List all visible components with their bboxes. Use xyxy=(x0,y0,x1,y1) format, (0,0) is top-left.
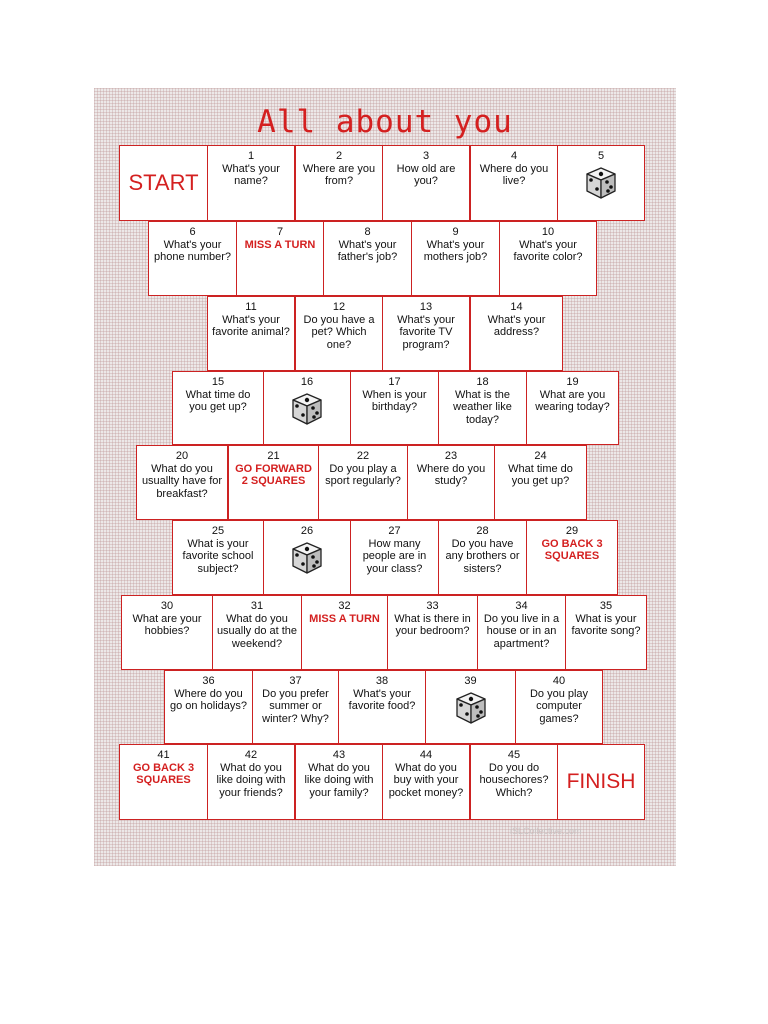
board-square-40 xyxy=(515,670,603,744)
square-number: 45 xyxy=(507,749,521,761)
board-square-4 xyxy=(470,145,558,221)
square-number: 10 xyxy=(541,226,555,238)
square-number: 28 xyxy=(476,525,489,537)
square-question: What do you like doing with your family? xyxy=(304,761,374,799)
square-question: Where do you go on holidays? xyxy=(169,687,248,712)
square-number: 22 xyxy=(356,450,370,462)
board-square-18 xyxy=(438,371,527,445)
board-square-10 xyxy=(499,221,597,296)
board-square-27 xyxy=(350,520,439,595)
square-question: What do you usuallty have for breakfast? xyxy=(141,462,223,500)
board-square-2 xyxy=(295,145,383,221)
square-number: 23 xyxy=(444,450,458,462)
board-square-29 xyxy=(526,520,618,595)
square-number: 31 xyxy=(250,600,264,612)
square-question: What time do you get up? xyxy=(185,388,251,413)
square-question: Where do you live? xyxy=(479,162,549,187)
board-square-30 xyxy=(121,595,213,670)
board-square-44 xyxy=(382,744,470,820)
board-square-3 xyxy=(382,145,470,221)
board-square-38 xyxy=(338,670,426,744)
square-question: When is your birthday? xyxy=(362,388,427,413)
square-number: 21 xyxy=(267,450,280,462)
square-number: 38 xyxy=(375,675,389,687)
square-question: How old are you? xyxy=(396,162,456,187)
finish-square xyxy=(557,744,645,820)
square-number: 40 xyxy=(552,675,566,687)
square-number: 43 xyxy=(332,749,346,761)
square-question: What do you buy with your pocket money? xyxy=(388,761,464,799)
square-question: What are you wearing today? xyxy=(535,388,610,413)
board-square-24 xyxy=(494,445,587,520)
square-number: 36 xyxy=(202,675,215,687)
square-question: What's your name? xyxy=(222,162,280,187)
square-number: 6 xyxy=(189,226,196,238)
square-number: 35 xyxy=(599,600,613,612)
square-question: What's your father's job? xyxy=(337,238,398,263)
square-question: Do you have any brothers or sisters? xyxy=(445,537,520,575)
dice-icon xyxy=(581,162,621,202)
square-number: 7 xyxy=(276,226,284,238)
square-number: 8 xyxy=(364,226,371,238)
square-number: 26 xyxy=(300,525,314,537)
square-number: 14 xyxy=(510,301,523,313)
square-number: 12 xyxy=(332,301,346,313)
board-square-43 xyxy=(295,744,383,820)
board-square-17 xyxy=(350,371,439,445)
board-square-14 xyxy=(470,296,563,371)
square-number: 27 xyxy=(388,525,401,537)
square-number: 33 xyxy=(426,600,439,612)
square-question: Do you prefer summer or winter? Why? xyxy=(262,687,329,725)
board-square-19 xyxy=(526,371,619,445)
square-number: 41 xyxy=(157,749,170,761)
board-square-33 xyxy=(387,595,478,670)
board-square-36 xyxy=(164,670,253,744)
board-square-1 xyxy=(207,145,295,221)
square-number: 1 xyxy=(247,150,255,162)
board-square-45 xyxy=(470,744,558,820)
square-question: How many people are in your class? xyxy=(362,537,427,575)
square-question: Do you play computer games? xyxy=(529,687,589,725)
square-question: What's your favorite TV program? xyxy=(397,313,455,351)
square-question: What's your address? xyxy=(487,313,546,338)
board-square-35 xyxy=(565,595,647,670)
board-square-11 xyxy=(207,296,295,371)
dice-icon xyxy=(287,388,327,428)
square-number: 5 xyxy=(597,150,605,162)
board-square-21 xyxy=(228,445,319,520)
square-question: Where do you study? xyxy=(416,462,486,487)
square-question: Do you live in a house or in an apartment? xyxy=(483,612,560,650)
square-number: 44 xyxy=(419,749,433,761)
board-square-12 xyxy=(295,296,383,371)
square-question: Do you play a sport regularly? xyxy=(325,462,401,487)
square-number: 15 xyxy=(211,376,225,388)
square-question: What's your favorite animal? xyxy=(212,313,290,338)
board-square-5 xyxy=(557,145,645,221)
board-square-42 xyxy=(207,744,295,820)
board-square-9 xyxy=(411,221,500,296)
board-square-16 xyxy=(263,371,351,445)
square-question: Do you have a pet? Which one? xyxy=(303,313,375,351)
square-question: Where are you from? xyxy=(302,162,376,187)
square-question: What do you like doing with your friends? xyxy=(216,761,286,799)
square-number: 29 xyxy=(565,525,579,537)
square-number: 39 xyxy=(464,675,477,687)
square-number: 24 xyxy=(534,450,547,462)
square-question: Do you do housechores? Which? xyxy=(479,761,549,799)
board-square-31 xyxy=(212,595,302,670)
square-number: 20 xyxy=(175,450,189,462)
square-number: 25 xyxy=(211,525,225,537)
square-instruction: GO BACK 3 SQUARES xyxy=(541,537,603,562)
dice-icon xyxy=(287,537,327,577)
watermark: iSLCollective.com xyxy=(510,826,582,836)
board-square-6 xyxy=(148,221,237,296)
board-square-25 xyxy=(172,520,264,595)
square-question: What's your favorite food? xyxy=(348,687,416,712)
square-instruction: GO BACK 3 SQUARES xyxy=(132,761,195,786)
board-square-32 xyxy=(301,595,388,670)
square-number: 34 xyxy=(515,600,528,612)
square-question: What's your mothers job? xyxy=(423,238,488,263)
square-number: 16 xyxy=(300,376,314,388)
square-number: 2 xyxy=(335,150,343,162)
square-number: 13 xyxy=(419,301,433,313)
board-square-13 xyxy=(382,296,470,371)
board-square-8 xyxy=(323,221,412,296)
finish-label: FINISH xyxy=(566,769,636,793)
square-number: 4 xyxy=(510,150,518,162)
dice-icon xyxy=(451,687,491,727)
square-number: 19 xyxy=(566,376,579,388)
square-number: 37 xyxy=(289,675,302,687)
square-question: What is there in your bedroom? xyxy=(394,612,471,637)
board-square-39 xyxy=(425,670,516,744)
board-square-37 xyxy=(252,670,339,744)
board-square-23 xyxy=(407,445,495,520)
board-square-20 xyxy=(136,445,228,520)
square-question: What time do you get up? xyxy=(508,462,573,487)
start-square xyxy=(119,145,208,221)
square-question: What is your favorite school subject? xyxy=(182,537,254,575)
square-question: What's your phone number? xyxy=(153,238,232,263)
board-square-28 xyxy=(438,520,527,595)
square-number: 32 xyxy=(338,600,351,612)
square-question: What is your favorite song? xyxy=(571,612,641,637)
square-instruction: MISS A TURN xyxy=(244,238,316,251)
square-instruction: GO FORWARD 2 SQUARES xyxy=(235,462,312,487)
board-square-26 xyxy=(263,520,351,595)
square-question: What is the weather like today? xyxy=(453,388,512,426)
start-label: START xyxy=(128,169,199,195)
board-square-7 xyxy=(236,221,324,296)
board-square-22 xyxy=(318,445,408,520)
square-number: 30 xyxy=(160,600,174,612)
square-instruction: MISS A TURN xyxy=(309,612,380,625)
square-number: 18 xyxy=(476,376,489,388)
square-question: What do you usually do at the weekend? xyxy=(216,612,298,650)
board-square-15 xyxy=(172,371,264,445)
board-square-34 xyxy=(477,595,566,670)
square-question: What's your favorite color? xyxy=(513,238,583,263)
square-number: 17 xyxy=(388,376,401,388)
square-number: 11 xyxy=(245,301,257,313)
square-number: 3 xyxy=(422,150,430,162)
square-number: 42 xyxy=(244,749,258,761)
board-title: All about you xyxy=(257,104,513,140)
square-question: What are your hobbies? xyxy=(132,612,202,637)
square-number: 9 xyxy=(452,226,459,238)
board-square-41 xyxy=(119,744,208,820)
